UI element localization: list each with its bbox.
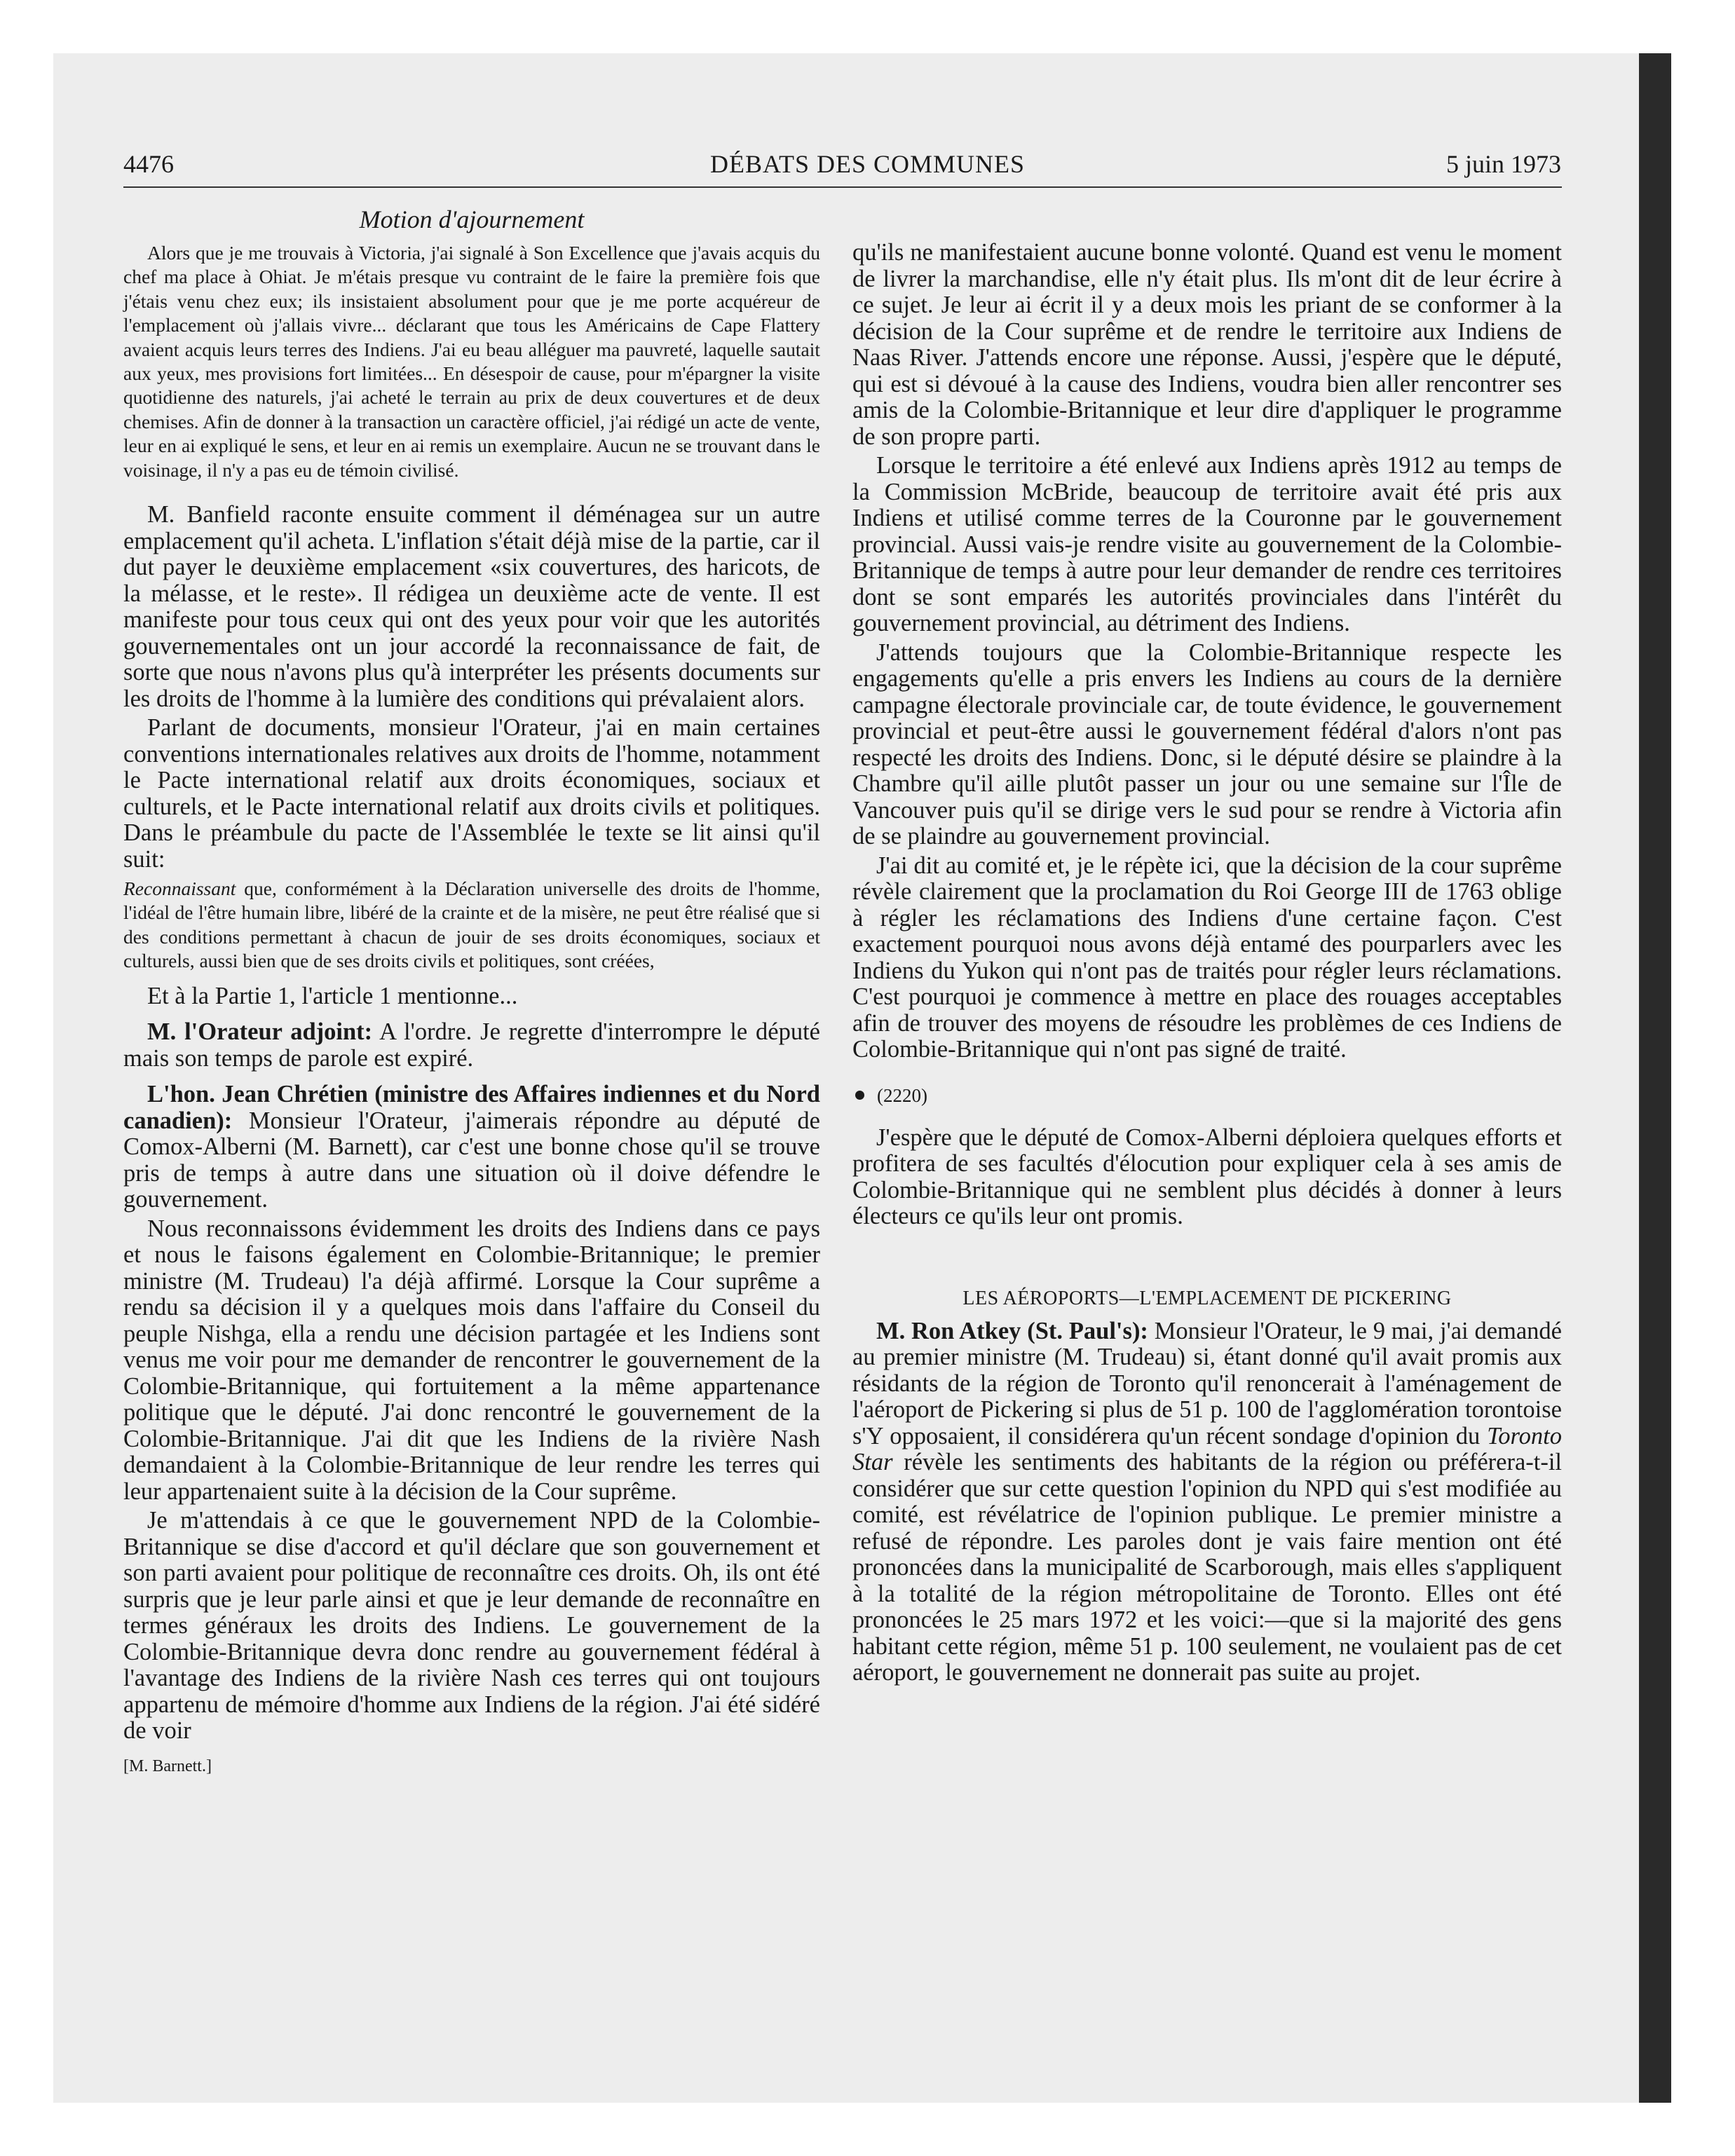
speaker-name: M. Ron Atkey (St. Paul's): <box>876 1317 1148 1344</box>
page-number: 4476 <box>123 150 174 178</box>
header-rule <box>123 186 1562 188</box>
paragraph: Et à la Partie 1, l'article 1 mentionne... <box>147 982 518 1009</box>
speech-text: A l'ordre. Je regrette d'interrompre le député mais son temps de parole est expiré. <box>123 1018 820 1072</box>
time-marker <box>852 1083 1562 1108</box>
paragraph: Nous reconnaissons évidemment les droits des Indiens dans ce pays et nous le faisons également en Colombie-Britannique; le premier ministre (M. Trudeau) l'a déjà affirmé. Lorsque la Cour suprême a rendu sa décision il y a quelques mois dans l'affaire du Conseil du peuple Nishga, ella a rendu une décision partagée et les Indiens sont venus me voir pour me demander de rencontrer le gouvernement de la Colombie-Britannique, qui fortuitement a la même appartenance politique que le député. J'ai donc rencontré le gouvernement de la Colombie-Britannique. J'ai dit que les Indiens de la rivière Nash demandaient à la Colombie-Britannique de leur rendre les terres qui leur appartenaient suite à la décision de la Cour suprême. <box>123 1215 820 1505</box>
time-marker-text: (2220) <box>877 1084 927 1106</box>
speech-text: Monsieur l'Orateur, le 9 mai, j'ai demandé au premier ministre (M. Trudeau) si, étant donné qu'il avait promis aux résidants de la région de Toronto qu'il renoncerait à l'aménagement de l'aéroport de Pickering si plus de 51 p. 100 de l'agglomération torontoise s'Y opposaient, il considérera qu'un récent sondage d'opinion du <box>852 1317 1562 1449</box>
paragraph <box>123 1082 820 1213</box>
running-title: DÉBATS DES COMMUNES <box>709 150 1026 178</box>
paragraph: J'attends toujours que la Colombie-Britannique respecte les engagements qu'elle a pris envers les Indiens au cours de la dernière campagne électorale provinciale car, de toute évidence, le gouvernement provincial et peut-être aussi le gouvernement fédéral d'alors n'ont pas respecté les droits des Indiens. Donc, si le député désire se plaindre à la Chambre qu'il aille plutôt passer un jour ou une semaine sur l'Île de Vancouver puis qu'il se dirige vers le sud pour se rendre à Victoria afin de se plaindre au gouvernement provincial. <box>852 639 1562 850</box>
paragraph: Parlant de documents, monsieur l'Orateur, j'ai en main certaines conventions internationales relatives aux droits de l'homme, notamment le Pacte international relatif aux droits économiques, sociaux et culturels, et le Pacte international relatif aux droits civils et politiques. Dans le préambule du pacte de l'Assemblée le texte se lit ainsi qu'il suit: <box>123 714 820 873</box>
paragraph: qu'ils ne manifestaient aucune bonne volonté. Quand est venu le moment de livrer la marchandise, elle n'y était plus. Ils m'ont dit de leur écrire à ce sujet. Je leur ai écrit il y a deux mois les priant de se conformer à la décision de la Cour suprême et de rendre le territoire aux Indiens de Naas River. J'attends encore une réponse. Aussi, j'espère que le député, qui est si dévoué à la cause des Indiens, voudra bien aller rencontrer ses amis de la Colombie-Britannique et leur dire d'appliquer le programme de son propre parti. <box>852 239 1562 450</box>
quote-banfield: Alors que je me trouvais à Victoria, j'ai signalé à Son Excellence que j'avais acquis du chef ma place à Ohiat. Je m'étais presque vu contraint de le faire la première fois que j'étais venu chez eux; ils insistaient absolument pour que je me porte acquéreur de l'emplacement où j'allais vivre... déclarant que tous les Américains de Cape Flattery avaient acquis leurs terres des Indiens. J'ai eu beau alléguer ma pauvreté, laquelle sautait aux yeux, mes provisions fort limitées... En désespoir de cause, pour m'épargner la visite quotidienne des naturels, j'ai acheté le terrain au prix de deux couvertures et de deux chemises. Afin de donner à la transaction un caractère officiel, j'ai rédigé un acte de vente, leur en ai expliqué le sens, et leur en ai remis un exemplaire. Aucun ne se trouvant dans le voisinage, il n'y a pas eu de témoin civilisé. <box>123 242 820 481</box>
bullet-icon <box>855 1091 864 1100</box>
newspaper-name: Toronto Star <box>852 1422 1562 1475</box>
speaker-name: L'hon. Jean Chrétien (ministre des Affaires indiennes et du Nord canadien): <box>123 1081 820 1134</box>
speech-text: Monsieur l'Orateur, j'aimerais répondre au député de Comox-Alberni (M. Barnett), car c'est une bonne chose qu'il se trouve pris de temps à autre dans une situation où il doive défendre le gouvernement. <box>123 1107 820 1213</box>
paragraph: J'espère que le député de Comox-Alberni déploiera quelques efforts et profitera de ses facultés d'élocution pour expliquer cela à ses amis de Colombie-Britannique qui ne semblent plus décidés à donner à leurs électeurs ce qu'ils leur ont promis. <box>852 1124 1562 1229</box>
right-column <box>852 199 1562 1686</box>
scan-edge-shadow <box>1639 53 1671 2103</box>
paragraph: Lorsque le territoire a été enlevé aux Indiens après 1912 au temps de la Commission McBride, beaucoup de territoire avait été pris aux Indiens et utilisé comme terres de la Couronne par le gouvernement provincial. Aussi vais-je rendre visite au gouvernement de la Colombie-Britannique de temps à autre pour leur demander de rendre ces territoires dont se sont emparés les autorités provinciales dans l'intérêt du gouvernement provincial, au détriment des Indiens. <box>852 452 1562 636</box>
section-heading: LES AÉROPORTS—L'EMPLACEMENT DE PICKERING <box>962 1287 1452 1309</box>
paragraph <box>852 1318 1562 1686</box>
quote-pacte <box>123 877 820 974</box>
paragraph: M. Banfield raconte ensuite comment il déménagea sur un autre emplacement qu'il acheta. L'inflation s'était déjà mise de la partie, car il dut payer le deuxième emplacement «six couvertures, des haricots, de la mélasse, et le reste». Il rédigea un deuxième acte de vente. Il est manifeste pour tous ceux qui ont des yeux pour voir que les autorités gouvernementales ont un jour accordé la reconnaissance de fait, de sorte que nous n'avons plus qu'à interpréter les présents documents sur les droits de l'homme à la lumière des conditions qui prévalaient alors. <box>123 501 820 712</box>
paragraph <box>123 1019 820 1072</box>
page-date: 5 juin 1973 <box>1445 150 1561 178</box>
quote-text: que, conformément à la Déclaration universelle des droits de l'homme, l'idéal de l'être humain libre, libéré de la crainte et de la misère, ne peut être réalisé que si des conditions permettant à chacun de jouir de ses droits économiques, sociaux et culturels, aussi bien que de ses droits civils et politiques, sont créées, <box>123 878 820 972</box>
section-title: Motion d'ajournement <box>359 205 585 233</box>
left-column <box>123 199 820 1777</box>
speech-text: révèle les sentiments des habitants de la région ou préférera-t-il considérer que sur cette question l'opinion du NPD qui s'est modifiée au comité, est révélatrice de l'opinion publique. Le premier ministre a refusé de répondre. Les paroles dont je vais faire mention ont été prononcées dans la municipalité de Scarborough, mais elles s'appliquent à la totalité de la région métropolitaine de Toronto. Elles ont été prononcées le 25 mars 1972 et les voici:—que si la majorité des gens habitant cette région, même 51 p. 100 seulement, ne voulaient pas de cet aéroport, le gouvernement ne donnerait pas suite au projet. <box>852 1449 1562 1686</box>
quote-italic-word: Reconnaissant <box>123 878 236 900</box>
paragraph: J'ai dit au comité et, je le répète ici, que la décision de la cour suprême révèle clairement que la proclamation du Roi George III de 1763 oblige à régler les réclamations des Indiens d'une certaine façon. C'est exactement pourquoi nous avons déjà entamé des pourparlers avec les Indiens du Yukon qui n'ont pas de traités pour régler leurs réclamations. C'est pourquoi je commence à mettre en place des rouages acceptables afin de trouver des moyens de résoudre les problèmes de ces Indiens de Colombie-Britannique qui n'ont pas signé de traité. <box>852 852 1562 1063</box>
paragraph: Je m'attendais à ce que le gouvernement NPD de la Colombie-Britannique se dise d'accord et qu'il déclare que son gouvernement et son parti avaient pour politique de reconnaître ces droits. Oh, ils ont été surpris que je leur parle ainsi et que je leur demande de reconnaître en termes généraux les droits des Indiens. Le gouvernement de la Colombie-Britannique devra donc rendre au gouvernement fédéral à l'avantage des Indiens de la rivière Nash ces terres qui ont toujours appartenu de mémoire d'homme aux Indiens de la région. J'ai été sidéré de voir <box>123 1507 820 1745</box>
speaker-name: M. l'Orateur adjoint: <box>147 1018 373 1046</box>
footnote: [M. Barnett.] <box>123 1756 212 1775</box>
